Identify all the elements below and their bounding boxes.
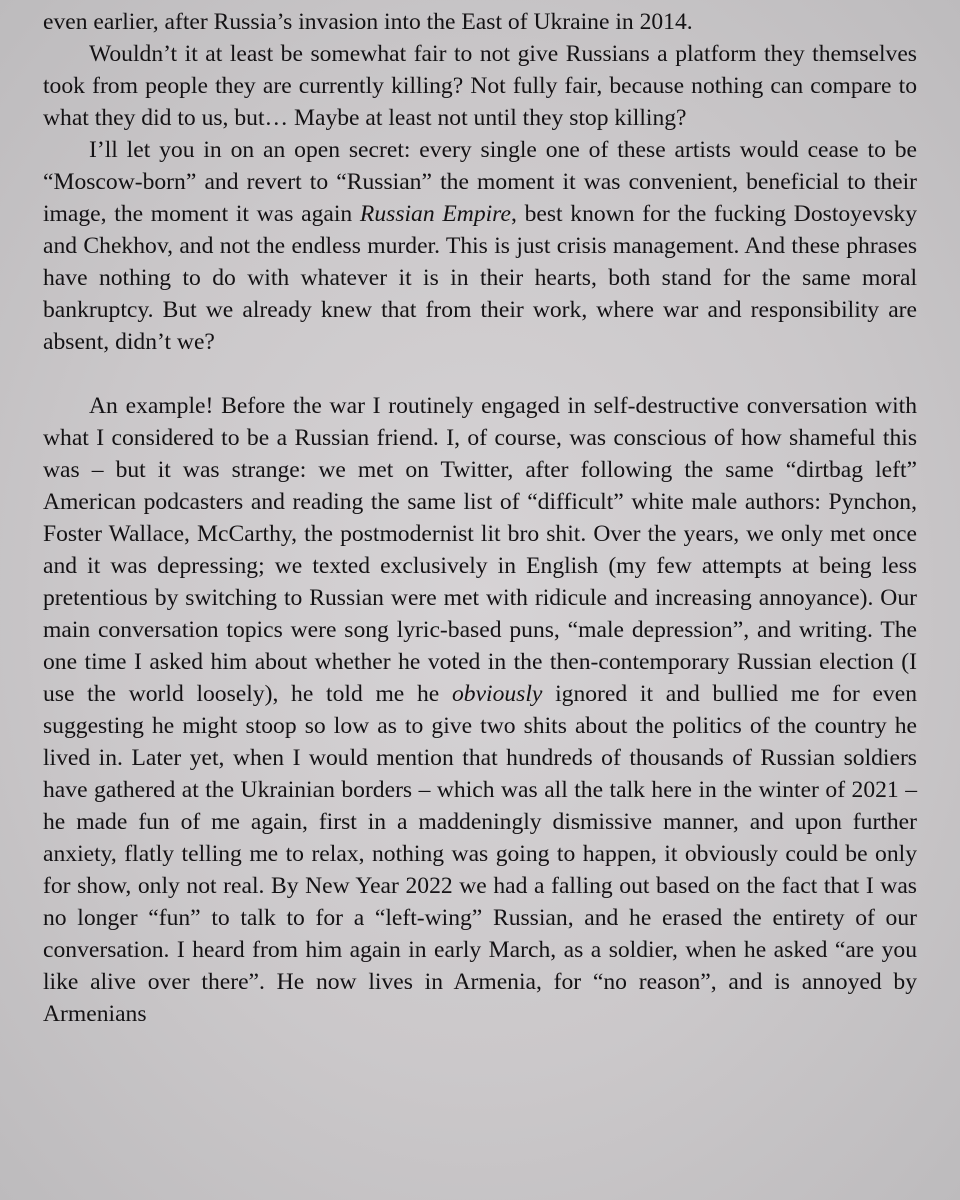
section-break [43,358,917,390]
paragraph-continued [43,6,917,38]
text-segment: An example! Before the war I routinely engaged in self-destructive conversation with what I considered to be a Russian friend. I, of course, was conscious of how shameful this was – but it was strange: we met on Twitter, after following the same “dirtbag left” American podcasters and reading the same list of “difficult” white male authors: Pynchon, Foster Wallace, McCarthy, the postmodernist lit bro shit. Over the years, we only met once and it was depressing; we texted exclusively in English (my few attempts at being less pretentious by switching to Russian were met with ridicule and increasing annoyance). Our main conversation topics were song lyric-based puns, “male depression”, and writing. The one time I asked him about whether he voted in the then-contemporary Russian election (I use the world loosely), he told me he [43,393,917,707]
text-segment: Wouldn’t it at least be somewhat fair to not give Russians a platform they themselves took from people they are currently killing? Not fully fair, because nothing can compare to what they did to us, but… Maybe at least not until they stop killing? [43,41,917,131]
text-segment: I’ll let you in on an open secret: every single one of these artists would cease to be “Moscow-born” and revert to “Russian” the moment it was convenient, beneficial to their image, the moment it was again [43,137,917,227]
paragraph-example [43,390,917,1030]
text-segment: ignored it and bullied me for even suggesting he might stoop so low as to give two shits about the politics of the country he lived in. Later yet, when I would mention that hundreds of thousands of Russian soldiers have gathered at the Ukrainian borders – which was all the talk here in the winter of 2021 – he made fun of me again, first in a maddeningly dismissive manner, and upon further anxiety, flatly telling me to relax, nothing was going to happen, it obviously could be only for show, only not real. By New Year 2022 we had a falling out based on the fact that I was no longer “fun” to talk to for a “left-wing” Russian, and he erased the entirety of our conversation. I heard from him again in early March, as a soldier, when he asked “are you like alive over there”. He now lives in Armenia, for “no reason”, and is annoyed by Armenians [43,681,918,1027]
paragraph-platform-fairness [43,38,917,134]
text-segment: even earlier, after Russia’s invasion into the East of Ukraine in 2014. [43,9,693,35]
italic-segment: obviously [451,681,543,707]
italic-segment: Russian Empire [359,201,511,227]
paragraph-open-secret [43,134,917,358]
text-segment: , best known for the fucking Dostoyevsky and Chekhov, and not the endless murder. This is just crisis management. And these phrases have nothing to do with whatever it is in their hearts, both stand for the same moral bankruptcy. But we already knew that from their work, where war and responsibility are absent, didn’t we? [43,201,918,355]
